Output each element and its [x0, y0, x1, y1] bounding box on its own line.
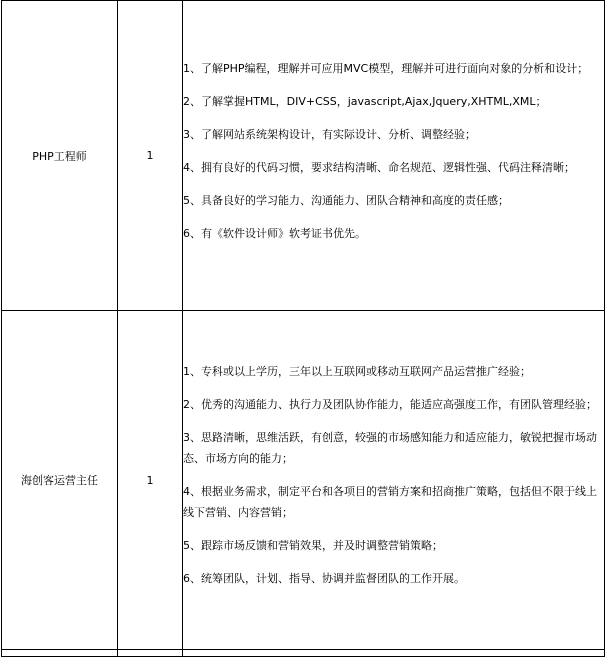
requirements-cell — [183, 1, 605, 311]
table-row — [2, 311, 605, 650]
requirement-item: 6、统筹团队，计划、指导、协调并监督团队的工作开展。 — [183, 572, 465, 585]
requirement-item: 1、专科或以上学历，三年以上互联网或移动互联网产品运营推广经验； — [183, 365, 531, 378]
position-title: PHP工程师 — [2, 1, 118, 311]
requirement-item: 6、有《软件设计师》软考证书优先。 — [183, 226, 366, 240]
requirement-item: 2、优秀的沟通能力、执行力及团队协作能力，能适应高强度工作，有团队管理经验； — [183, 398, 597, 411]
position-count: 1 — [118, 311, 183, 650]
table-row-partial — [2, 650, 605, 657]
empty-cell — [2, 650, 118, 657]
job-table — [1, 0, 605, 657]
requirement-item: 4、根据业务需求，制定平台和各项目的营销方案和招商推广策略，包括但不限于线上线下营销、内容营销； — [183, 485, 597, 519]
requirement-item: 3、思路清晰，思维活跃，有创意，较强的市场感知能力和适应能力，敏锐把握市场动态、市场方向的能力； — [183, 431, 597, 465]
requirements-cell — [183, 311, 605, 650]
empty-cell — [183, 650, 605, 657]
table-row — [2, 1, 605, 311]
position-title: 海创客运营主任 — [2, 311, 118, 650]
requirement-item: 4、拥有良好的代码习惯，要求结构清晰、命名规范、逻辑性强、代码注释清晰； — [183, 160, 575, 174]
requirement-item: 3、了解网站系统架构设计，有实际设计、分析、调整经验； — [183, 127, 476, 141]
requirement-item: 5、具备良好的学习能力、沟通能力、团队合精神和高度的责任感； — [183, 193, 509, 207]
requirement-item: 2、了解掌握HTML，DIV+CSS，javascript,Ajax,Jquery,XHTML,XML； — [183, 94, 547, 108]
requirement-item: 1、了解PHP编程，理解并可应用MVC模型，理解并可进行面向对象的分析和设计； — [183, 61, 589, 75]
empty-cell — [118, 650, 183, 657]
requirement-item: 5、跟踪市场反馈和营销效果，并及时调整营销策略； — [183, 539, 443, 552]
position-count: 1 — [118, 1, 183, 311]
